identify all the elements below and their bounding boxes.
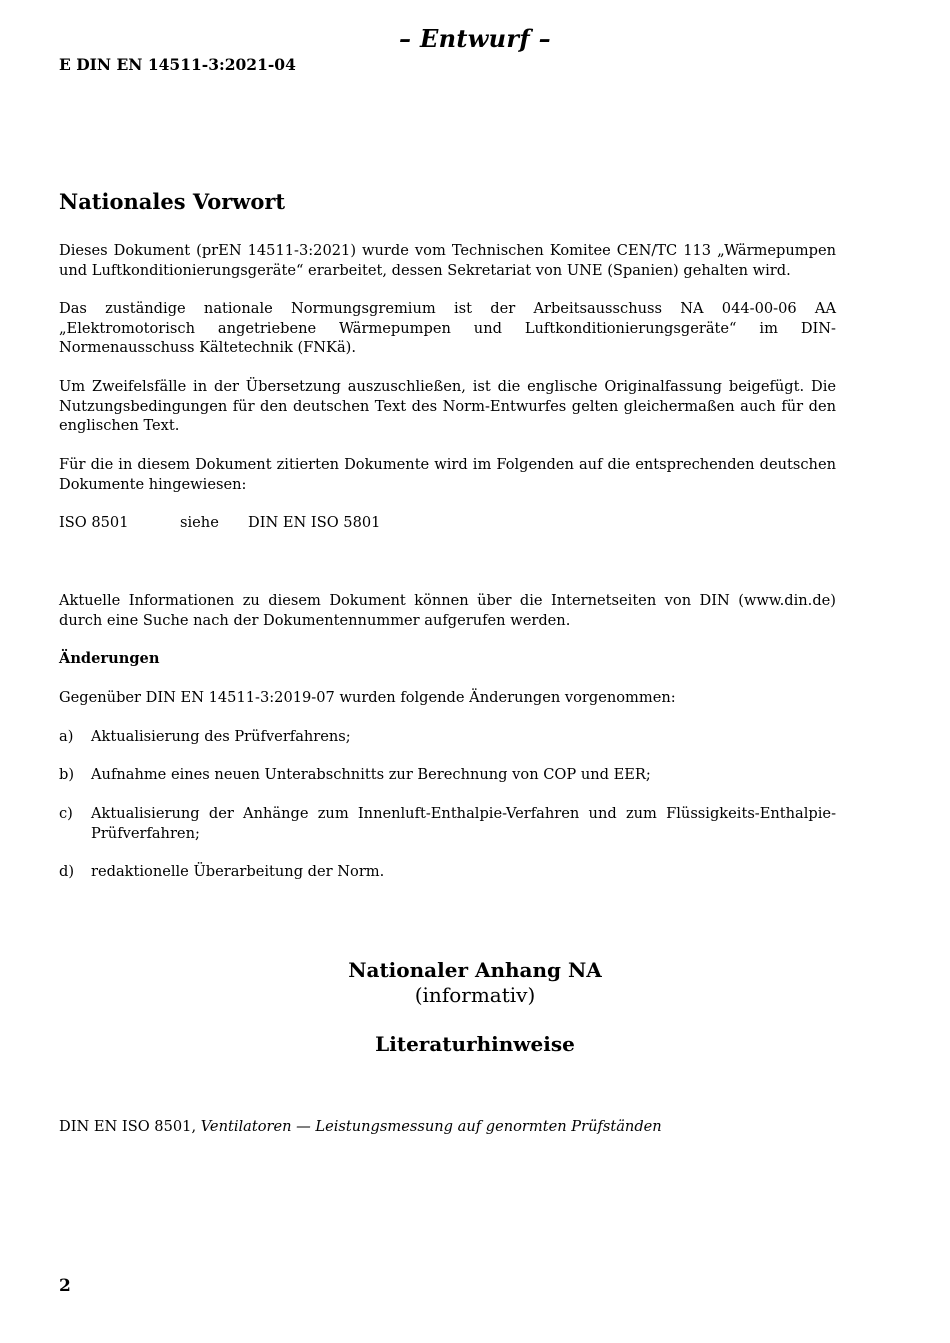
list-marker: a) xyxy=(59,728,74,745)
bibliography-title: Ventilatoren — Leistungsmessung auf genormten Prüfständen xyxy=(200,1118,662,1135)
bibliography-heading: Literaturhinweise xyxy=(375,1032,575,1056)
reference-iso: ISO 8501 xyxy=(59,514,129,531)
annex-title: Nationaler Anhang NA xyxy=(348,958,602,982)
list-text: Aufnahme eines neuen Unterabschnitts zur Berechnung von COP und EER; xyxy=(91,766,651,783)
section-title: Nationales Vorwort xyxy=(59,189,286,214)
paragraph-translation: Um Zweifelsfälle in der Übersetzung auszuschließen, ist die englische Originalfassung beigefügt. Die Nutzungsbedingungen für den deutschen Text des Norm-Entwurfes gelten gleichermaßen auch für den englischen Text. xyxy=(59,378,836,434)
list-item xyxy=(59,727,836,747)
document-id: E DIN EN 14511-3:2021-04 xyxy=(59,55,296,74)
changes-intro: Gegenüber DIN EN 14511-3:2019-07 wurden folgende Änderungen vorgenommen: xyxy=(59,689,676,706)
draft-mark: – Entwurf – xyxy=(399,24,551,53)
list-text: Aktualisierung der Anhänge zum Innenluft-Enthalpie-Verfahren und zum Flüssigkeits-Enthalpie-Prüfverfahren; xyxy=(91,805,836,842)
reference-din: DIN EN ISO 5801 xyxy=(248,514,381,531)
paragraph-references-intro: Für die in diesem Dokument zitierten Dokumente wird im Folgenden auf die entsprechenden deutschen Dokumente hingewiesen: xyxy=(59,456,836,493)
annex-subtitle: (informativ) xyxy=(414,983,536,1007)
paragraph-national-body: Das zuständige nationale Normungsgremium ist der Arbeitsausschuss NA 044-00-06 AA „Elektromotorisch angetriebene Wärmepumpen und Luftkonditionierungsgeräte“ im DIN-Normenausschuss Kältetechnik (FNKä). xyxy=(59,300,836,356)
paragraph-committee: Dieses Dokument (prEN 14511-3:2021) wurde vom Technischen Komitee CEN/TC 113 „Wärmepumpen und Luftkonditionierungsgeräte“ erarbeitet, dessen Sekretariat von UNE (Spanien) gehalten wird. xyxy=(59,242,836,279)
list-item xyxy=(59,765,836,785)
list-marker: b) xyxy=(59,766,75,783)
page-number: 2 xyxy=(59,1276,71,1296)
list-text: redaktionelle Überarbeitung der Norm. xyxy=(91,863,385,880)
changes-heading: Änderungen xyxy=(59,650,160,667)
list-text: Aktualisierung des Prüfverfahrens; xyxy=(91,728,351,745)
bibliography-reference: DIN EN ISO 8501, xyxy=(59,1118,201,1135)
list-marker: d) xyxy=(59,863,75,880)
list-marker: c) xyxy=(59,805,73,822)
reference-row xyxy=(59,513,459,533)
bibliography-entry xyxy=(59,1118,662,1135)
list-item xyxy=(59,804,836,844)
list-item xyxy=(59,862,836,882)
paragraph-info: Aktuelle Informationen zu diesem Dokument können über die Internetseiten von DIN (www.din.de) durch eine Suche nach der Dokumentennummer aufgerufen werden. xyxy=(59,592,836,629)
reference-see: siehe xyxy=(180,514,219,531)
